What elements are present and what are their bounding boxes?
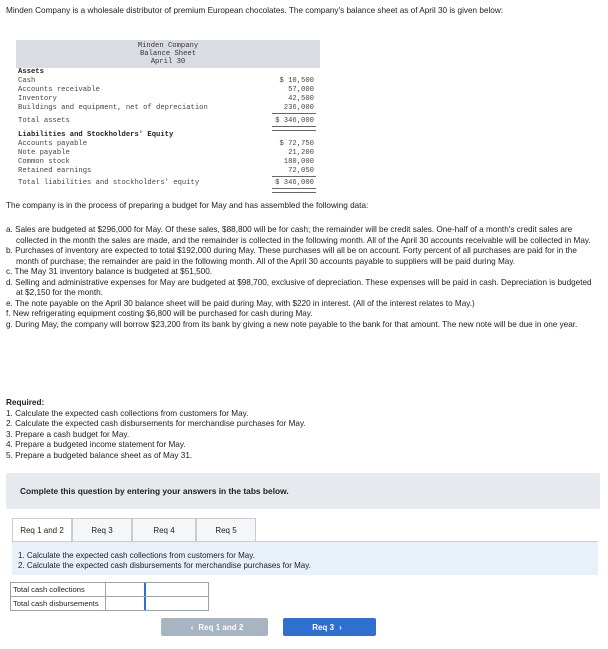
balance-sheet-header (16, 40, 320, 68)
question-panel (12, 541, 598, 575)
total-cash-disbursements-label: Total cash disbursements (11, 597, 106, 610)
instruction-text: Complete this question by entering your answers in the tabs below. (20, 486, 289, 496)
asset-value: 57,000 (288, 86, 314, 94)
next-button-label: Req 3 (312, 622, 335, 632)
process-text: The company is in the process of preparing a budget for May and has assembled the following data: (6, 201, 369, 210)
required-item: 3. Prepare a cash budget for May. (6, 429, 130, 439)
liability-label: Common stock (18, 158, 70, 166)
liability-label: Retained earnings (18, 167, 92, 175)
asset-value: 42,500 (288, 95, 314, 103)
balance-sheet-title: Balance Sheet (139, 49, 197, 58)
total-assets-label: Total assets (18, 117, 70, 125)
list-item: d. Selling and administrative expenses for May are budgeted at $98,700, exclusive of depreciation. These expenses will be paid in cash. Depreciation is budgeted at $2,150 for the month. (6, 277, 592, 297)
input-marker (144, 597, 146, 610)
list-item: a. Sales are budgeted at $296,000 for May. Of these sales, $88,800 will be for cash; the remainder will be credit sales. One-half of a month's credit sales are collected in the month the sales are made, and the remainder is collected in the following month. All of the April 30 accounts receivable will be collected in May. (6, 225, 591, 245)
tab-bar (12, 518, 256, 542)
table-row (10, 596, 209, 611)
list-item: c. The May 31 inventory balance is budgeted at $51,500. (6, 267, 213, 276)
total-cash-disbursements-input[interactable] (106, 597, 208, 610)
budget-data-list (6, 225, 594, 330)
balance-sheet-company: Minden Company (137, 41, 199, 50)
total-assets-value: $ 346,000 (275, 117, 314, 125)
balance-sheet (16, 40, 326, 188)
list-item: b. Purchases of inventory are expected to total $192,000 during May. These purchases will all be on account. Forty percent of all purchases are paid for in the month of purchase; the remainder are paid in the following month. All of the April 30 accounts payable to suppliers will be paid during May. (6, 246, 577, 266)
total-cash-collections-input[interactable] (106, 583, 208, 596)
required-heading: Required: (6, 398, 45, 407)
subtotal-rule (272, 113, 316, 114)
assets-heading: Assets (18, 68, 44, 76)
liability-value: $ 72,750 (279, 140, 314, 148)
intro-text: Minden Company is a wholesale distributor of premium European chocolates. The company's balance sheet as of April 30 is given below: (6, 6, 504, 15)
table-row (10, 582, 209, 597)
liability-value: 72,050 (288, 167, 314, 175)
tab-req-1-and-2[interactable]: Req 1 and 2 (12, 518, 72, 542)
asset-label: Cash (18, 77, 36, 85)
asset-label: Inventory (18, 95, 57, 103)
tab-req-3[interactable]: Req 3 (72, 518, 132, 541)
prev-button[interactable] (161, 618, 268, 636)
asset-value: $ 10,500 (279, 77, 314, 85)
liabilities-heading: Liabilities and Stockholders' Equity (18, 131, 174, 139)
total-liabilities-label: Total liabilities and stockholders' equity (18, 179, 200, 187)
tab-req-5[interactable]: Req 5 (196, 518, 256, 541)
required-item: 4. Prepare a budgeted income statement for May. (6, 440, 186, 449)
liability-label: Note payable (18, 149, 70, 157)
required-section (6, 398, 596, 461)
panel-line: 1. Calculate the expected cash collections from customers for May. (18, 551, 255, 560)
liability-value: 21,200 (288, 149, 314, 157)
panel-line: 2. Calculate the expected cash disbursements for merchandise purchases for May. (18, 561, 311, 570)
balance-sheet-date: April 30 (150, 58, 186, 67)
list-item: f. New refrigerating equipment costing $6,800 will be purchased for cash during May. (6, 309, 313, 318)
instruction-banner (6, 473, 600, 509)
liability-label: Accounts payable (18, 140, 88, 148)
liability-value: 180,000 (283, 158, 314, 166)
asset-value: 236,000 (283, 104, 314, 112)
chevron-right-icon: › (339, 622, 342, 632)
total-double-rule (272, 188, 316, 193)
prev-button-label: Req 1 and 2 (198, 622, 244, 632)
input-marker (144, 583, 146, 596)
required-item: 5. Prepare a budgeted balance sheet as of May 31. (6, 450, 193, 460)
asset-label: Accounts receivable (18, 86, 100, 94)
list-item: e. The note payable on the April 30 balance sheet will be paid during May, with $220 in interest. (All of the interest relates to May.) (6, 298, 475, 308)
total-liabilities-value: $ 346,000 (275, 179, 314, 187)
total-cash-collections-label: Total cash collections (11, 583, 106, 596)
subtotal-rule (272, 176, 316, 177)
total-double-rule (272, 126, 316, 131)
answer-table (10, 582, 209, 610)
tab-req-4[interactable]: Req 4 (132, 518, 196, 541)
next-button[interactable] (283, 618, 376, 636)
asset-label: Buildings and equipment, net of depreciation (18, 104, 208, 112)
required-item: 2. Calculate the expected cash disbursements for merchandise purchases for May. (6, 419, 306, 428)
list-item: g. During May, the company will borrow $23,200 from its bank by giving a new note payable to the bank for that amount. The new note will be due in one year. (6, 319, 578, 329)
chevron-left-icon: ‹ (190, 622, 194, 632)
required-item: 1. Calculate the expected cash collections from customers for May. (6, 408, 249, 418)
